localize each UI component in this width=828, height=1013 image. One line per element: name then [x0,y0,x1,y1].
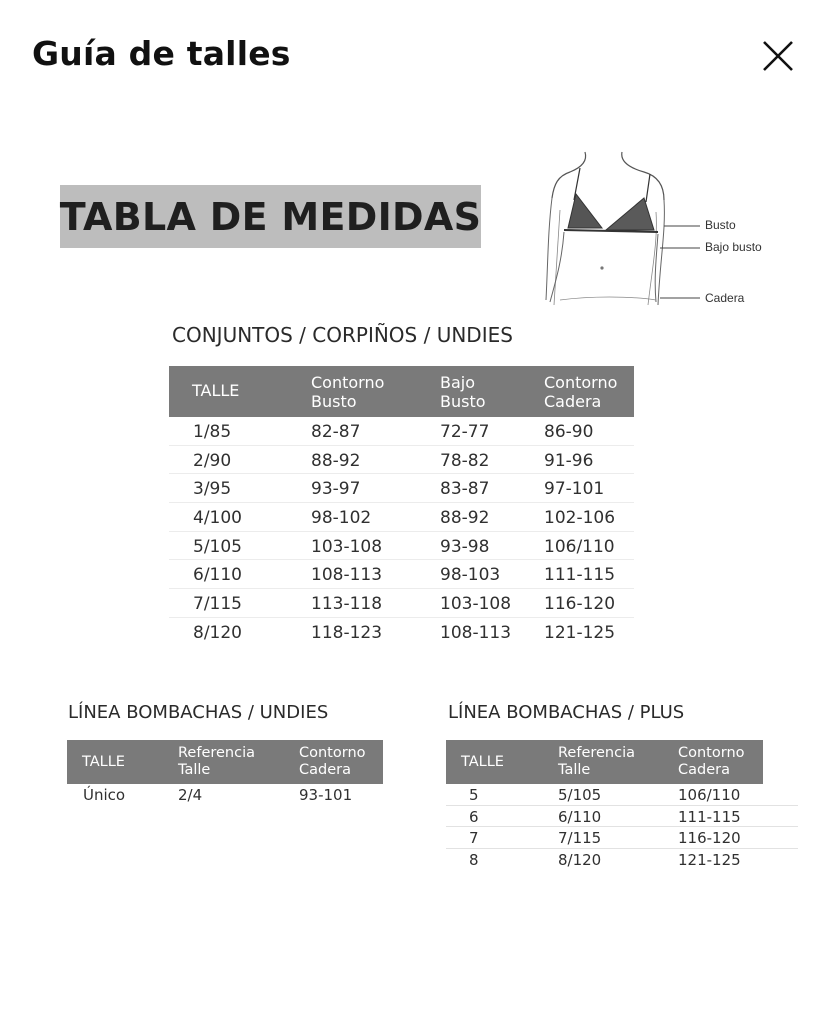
table-row [169,560,634,589]
table-cell: 121-125 [544,622,616,643]
table-cell: 102-106 [544,508,616,529]
table-cell: 93-101 [299,786,353,804]
table-cell: 82-87 [311,422,361,442]
plus-table-title: LÍNEA BOMBACHAS / PLUS [448,702,685,723]
header-cell: TALLE [461,754,504,770]
header-cell: Referencia Talle [178,745,256,778]
banner-text: TABLA DE MEDIDAS [59,194,482,239]
table-cell: 98-103 [440,565,501,586]
table-cell: 7/115 [558,829,602,847]
table-row [446,849,798,870]
figure-label-bust: Busto [705,218,736,232]
table-cell: 113-118 [311,594,383,615]
table-row [169,417,634,446]
table-cell: 6 [469,807,479,826]
table-cell: 116-120 [544,594,616,615]
table-cell: 83-87 [440,479,490,500]
table-cell: 2/4 [178,786,203,804]
header-cell: Contorno Cadera [678,745,745,778]
header-cell: Contorno Busto [311,373,385,411]
table-cell: 8 [469,850,479,869]
table-row [169,446,634,475]
sets-table-title: CONJUNTOS / CORPIÑOS / UNDIES [172,323,513,347]
table-cell: 2/90 [193,450,232,471]
table-cell: 4/100 [193,508,242,529]
table-cell: 5 [469,786,479,804]
header-cell: Contorno Cadera [299,745,366,778]
table-cell: 86-90 [544,422,594,442]
table-row [169,589,634,618]
table-cell: Único [83,786,126,804]
table-cell: 7/115 [193,594,242,615]
table-cell: 93-97 [311,479,361,500]
table-row [169,503,634,532]
measurements-banner [60,185,481,248]
header-cell: TALLE [82,754,125,770]
table-header [446,740,763,784]
table-row [446,827,798,849]
sets-size-table [169,366,634,646]
table-row [446,784,798,806]
table-cell: 108-113 [440,622,512,643]
torso-sketch [540,150,780,310]
table-cell: 98-102 [311,508,372,529]
table-row [169,618,634,646]
table-row [67,784,383,805]
modal-title: Guía de talles [32,34,291,73]
table-header [67,740,383,784]
table-row [169,474,634,503]
table-cell: 8/120 [558,850,602,869]
table-cell: 118-123 [311,622,383,643]
table-cell: 5/105 [193,536,242,557]
table-cell: 106/110 [678,786,741,804]
table-cell: 103-108 [440,594,512,615]
undies-size-table [67,740,383,805]
table-cell: 1/85 [193,422,232,442]
plus-size-table [446,740,798,869]
table-cell: 3/95 [193,479,232,500]
table-cell: 116-120 [678,829,741,847]
bra-figure-illustration [540,150,780,310]
table-cell: 93-98 [440,536,490,557]
table-cell: 8/120 [193,622,242,643]
table-cell: 72-77 [440,422,490,442]
table-cell: 121-125 [678,850,741,869]
table-cell: 91-96 [544,450,594,471]
header-cell: Contorno Cadera [544,373,618,411]
table-cell: 111-115 [544,565,616,586]
close-icon [758,36,798,76]
header-cell: TALLE [192,381,240,400]
table-cell: 78-82 [440,450,490,471]
figure-label-underbust: Bajo busto [705,240,762,254]
figure-label-hip: Cadera [705,291,745,305]
table-cell: 88-92 [440,508,490,529]
table-cell: 88-92 [311,450,361,471]
header-cell: Bajo Busto [440,373,486,411]
undies-table-title: LÍNEA BOMBACHAS / UNDIES [68,702,329,723]
table-cell: 5/105 [558,786,602,804]
table-cell: 97-101 [544,479,605,500]
header-cell: Referencia Talle [558,745,636,778]
table-row [446,806,798,828]
table-cell: 111-115 [678,807,741,826]
table-cell: 7 [469,829,479,847]
table-cell: 6/110 [193,565,242,586]
table-cell: 106/110 [544,536,615,557]
table-cell: 103-108 [311,536,383,557]
table-cell: 108-113 [311,565,383,586]
close-button[interactable] [758,36,798,76]
table-cell: 6/110 [558,807,602,826]
table-row [169,532,634,561]
table-header [169,366,634,417]
